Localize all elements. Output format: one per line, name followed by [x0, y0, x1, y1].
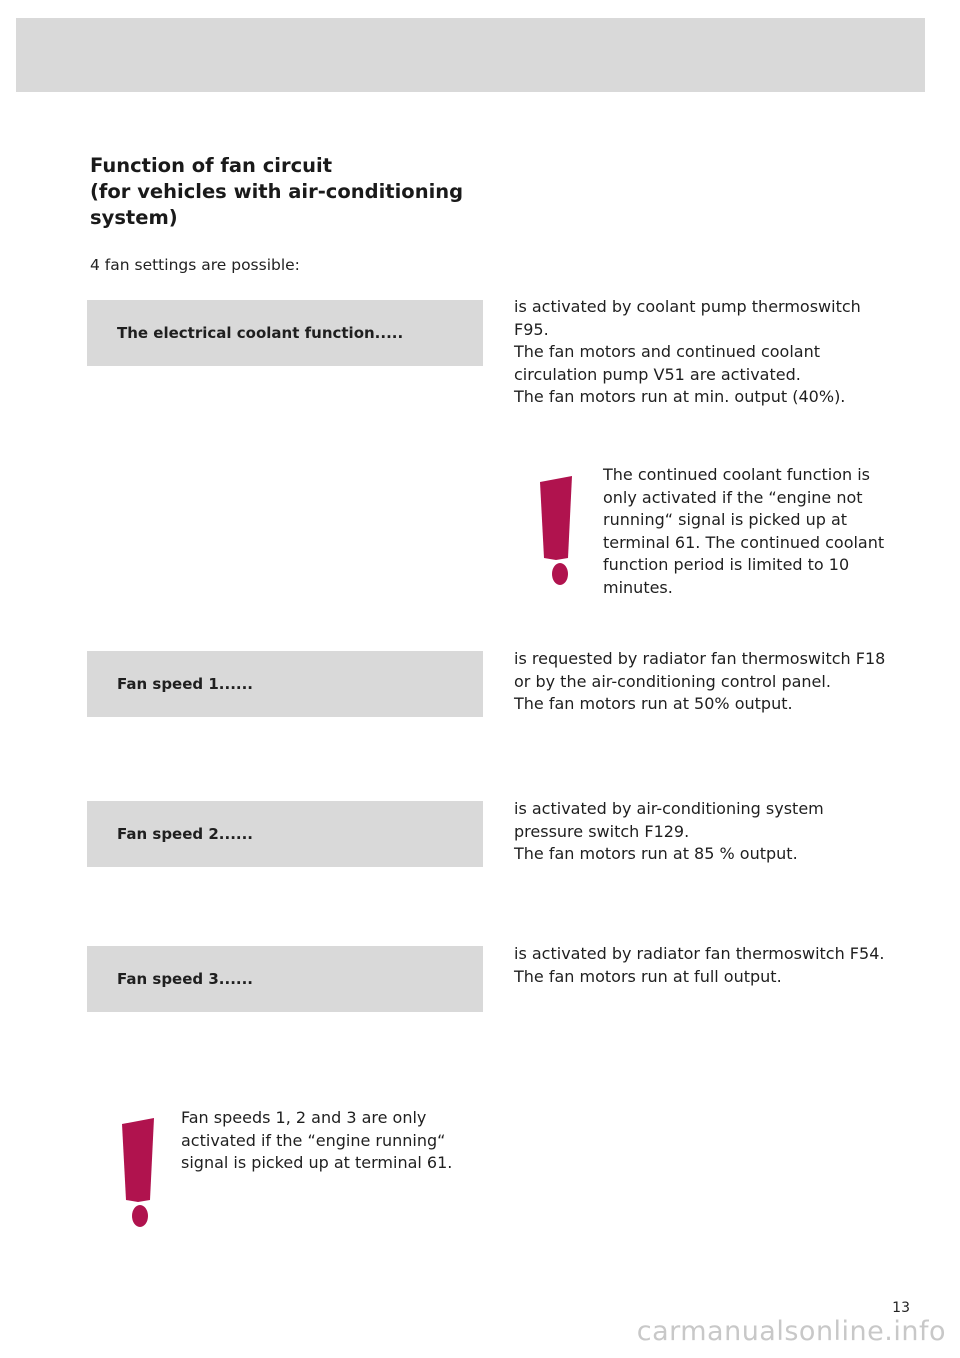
note-line: activated if the “engine running“: [181, 1130, 446, 1150]
note-continued-coolant: [603, 464, 884, 600]
fan-speed-1-label-box: [87, 651, 483, 717]
title-line-3: system): [90, 206, 178, 229]
coolant-function-label-box: [87, 300, 483, 366]
page-number: 13: [892, 1300, 910, 1316]
intro-text: 4 fan settings are possible:: [90, 256, 300, 274]
desc-line: is activated by air-conditioning system: [514, 799, 824, 818]
desc-line: is activated by coolant pump thermoswitch: [514, 297, 861, 316]
desc-line: is activated by radiator fan thermoswitch F54.: [514, 944, 885, 963]
fan-speed-1-description: [514, 648, 914, 716]
fan-speed-3-description: [514, 943, 914, 988]
fan-speed-3-label-box: [87, 946, 483, 1012]
desc-line: circulation pump V51 are activated.: [514, 364, 801, 384]
note-line: signal is picked up at terminal 61.: [181, 1153, 453, 1173]
section-label: The electrical coolant function.....: [117, 324, 404, 342]
fan-speed-2-description: [514, 798, 914, 866]
desc-line: F95.: [514, 319, 549, 339]
coolant-function-description: [514, 296, 914, 409]
note-line: function period is limited to 10: [603, 555, 850, 575]
page-title: [90, 153, 470, 231]
desc-line: The fan motors run at 85 % output.: [514, 844, 798, 864]
exclamation-icon: [112, 1112, 160, 1232]
desc-line: or by the air-conditioning control panel.: [514, 671, 831, 691]
note-line: Fan speeds 1, 2 and 3 are only: [181, 1108, 427, 1127]
title-line-1: Function of fan circuit: [90, 154, 333, 177]
desc-line: The fan motors run at min. output (40%).: [514, 387, 846, 407]
note-line: The continued coolant function is: [603, 465, 871, 484]
exclamation-icon: [530, 470, 578, 590]
desc-line: is requested by radiator fan thermoswitch F18: [514, 649, 886, 668]
note-line: only activated if the “engine not: [603, 487, 863, 507]
fan-speed-2-label-box: [87, 801, 483, 867]
desc-line: The fan motors and continued coolant: [514, 342, 820, 362]
desc-line: pressure switch F129.: [514, 821, 690, 841]
note-line: running“ signal is picked up at: [603, 510, 848, 530]
desc-line: The fan motors run at 50% output.: [514, 694, 793, 714]
desc-line: The fan motors run at full output.: [514, 966, 782, 986]
title-line-2: (for vehicles with air-conditioning: [90, 180, 464, 203]
section-label: Fan speed 3......: [117, 970, 253, 988]
note-line: terminal 61. The continued coolant: [603, 532, 885, 552]
watermark: carmanualsonline.info: [636, 1316, 946, 1347]
note-line: minutes.: [603, 577, 673, 597]
section-label: Fan speed 2......: [117, 825, 253, 843]
note-engine-running: [181, 1107, 452, 1175]
section-label: Fan speed 1......: [117, 675, 253, 693]
header-band: [16, 18, 925, 92]
